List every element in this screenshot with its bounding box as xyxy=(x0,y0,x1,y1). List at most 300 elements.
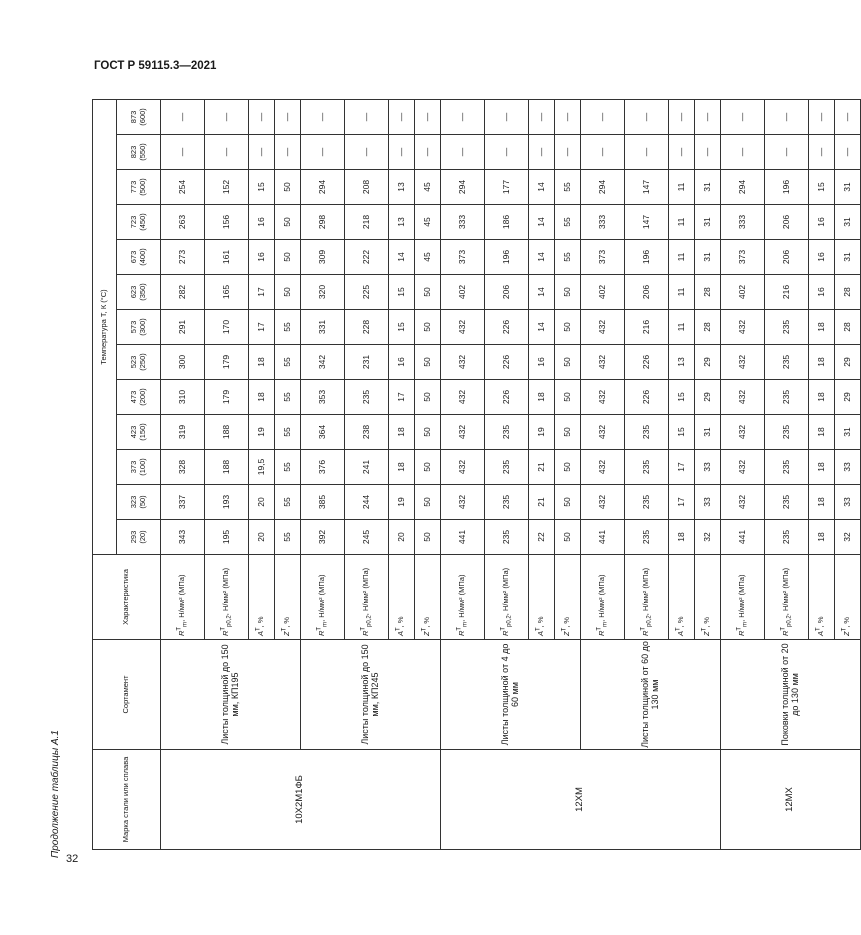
value-cell: 14 xyxy=(529,310,555,345)
value-cell: 50 xyxy=(415,380,441,415)
char-symbol: Z xyxy=(562,631,572,636)
value-cell: 206 xyxy=(765,240,809,275)
value-cell: 402 xyxy=(721,275,765,310)
value-cell: 432 xyxy=(721,345,765,380)
char-symbol: R xyxy=(221,630,231,636)
temp-kelvin: 293 xyxy=(128,530,138,544)
value-cell: 235 xyxy=(625,415,669,450)
value-cell: 45 xyxy=(415,205,441,240)
temperature-col-header xyxy=(117,485,161,520)
value-cell: 13 xyxy=(669,345,695,380)
temp-celsius: (200) xyxy=(137,388,147,406)
temp-kelvin: 573 xyxy=(128,320,138,334)
value-cell: 31 xyxy=(835,415,861,450)
value-cell: 33 xyxy=(835,450,861,485)
char-unit: , % xyxy=(842,616,852,628)
char-superscript: T xyxy=(841,627,848,632)
value-cell: 179 xyxy=(205,345,249,380)
value-cell: 222 xyxy=(345,240,389,275)
temperature-col-header xyxy=(117,415,161,450)
char-superscript: T xyxy=(421,627,428,632)
char-subscript: p0,2 xyxy=(646,615,653,627)
value-cell: 18 xyxy=(809,450,835,485)
value-cell: — xyxy=(835,135,861,170)
value-cell: 31 xyxy=(695,240,721,275)
value-cell: 31 xyxy=(695,205,721,240)
value-cell: — xyxy=(695,99,721,134)
value-cell: 402 xyxy=(581,275,625,310)
value-cell: 55 xyxy=(275,310,301,345)
value-cell: — xyxy=(441,99,485,134)
value-cell: 235 xyxy=(765,485,809,520)
value-cell: 235 xyxy=(625,450,669,485)
temp-celsius: (100) xyxy=(137,458,147,476)
char-unit: , Н/мм² (МПа) xyxy=(641,567,651,616)
temp-celsius: (300) xyxy=(137,318,147,336)
value-cell: 28 xyxy=(695,310,721,345)
value-cell: 33 xyxy=(695,485,721,520)
value-cell: 14 xyxy=(529,205,555,240)
value-cell: 18 xyxy=(809,310,835,345)
char-superscript: T xyxy=(500,626,507,631)
characteristic-cell xyxy=(529,555,555,640)
value-cell: 55 xyxy=(275,520,301,555)
value-cell: — xyxy=(695,135,721,170)
char-superscript: T xyxy=(316,626,323,631)
temp-kelvin: 823 xyxy=(128,145,138,159)
characteristic-column-header: Характеристика xyxy=(93,555,161,640)
value-cell: 147 xyxy=(625,205,669,240)
value-cell: 50 xyxy=(555,345,581,380)
value-cell: 319 xyxy=(161,415,205,450)
value-cell: — xyxy=(765,99,809,134)
characteristic-cell xyxy=(669,555,695,640)
value-cell: 235 xyxy=(625,520,669,555)
value-cell: 15 xyxy=(389,310,415,345)
value-cell: 55 xyxy=(555,205,581,240)
value-cell: 294 xyxy=(441,170,485,205)
value-cell: 235 xyxy=(765,415,809,450)
value-cell: — xyxy=(389,135,415,170)
value-cell: 216 xyxy=(765,275,809,310)
sortament-cell: Поковки толщиной от 20 до 130 мм xyxy=(721,640,861,750)
table-row xyxy=(441,99,485,849)
properties-table xyxy=(92,99,861,850)
temp-celsius: (150) xyxy=(137,423,147,441)
value-cell: 18 xyxy=(809,380,835,415)
value-cell: 17 xyxy=(249,275,275,310)
char-unit: , Н/мм² (МПа) xyxy=(501,567,511,616)
value-cell: 17 xyxy=(249,310,275,345)
temperature-col-header xyxy=(117,135,161,170)
char-symbol: Z xyxy=(842,631,852,636)
char-superscript: T xyxy=(561,627,568,632)
value-cell: 333 xyxy=(441,205,485,240)
characteristic-cell xyxy=(415,555,441,640)
value-cell: 337 xyxy=(161,485,205,520)
value-cell: 18 xyxy=(669,520,695,555)
characteristic-cell xyxy=(721,555,765,640)
value-cell: 50 xyxy=(555,310,581,345)
value-cell: 218 xyxy=(345,205,389,240)
value-cell: 254 xyxy=(161,170,205,205)
temp-kelvin: 723 xyxy=(128,215,138,229)
value-cell: 16 xyxy=(809,240,835,275)
value-cell: — xyxy=(765,135,809,170)
value-cell: 33 xyxy=(695,450,721,485)
value-cell: — xyxy=(275,135,301,170)
value-cell: 432 xyxy=(721,310,765,345)
characteristic-cell xyxy=(835,555,861,640)
temp-kelvin: 523 xyxy=(128,355,138,369)
value-cell: 188 xyxy=(205,450,249,485)
temp-celsius: (20) xyxy=(137,530,147,544)
char-symbol: R xyxy=(597,630,607,636)
value-cell: 11 xyxy=(669,240,695,275)
value-cell: 231 xyxy=(345,345,389,380)
char-unit: , % xyxy=(396,616,406,628)
value-cell: 432 xyxy=(441,415,485,450)
temp-kelvin: 323 xyxy=(128,495,138,509)
char-superscript: T xyxy=(360,626,367,631)
characteristic-cell xyxy=(809,555,835,640)
characteristic-cell xyxy=(275,555,301,640)
value-cell: 235 xyxy=(485,415,529,450)
value-cell: 33 xyxy=(835,485,861,520)
value-cell: 29 xyxy=(835,380,861,415)
value-cell: 45 xyxy=(415,170,441,205)
value-cell: 235 xyxy=(485,485,529,520)
value-cell: 300 xyxy=(161,345,205,380)
value-cell: 373 xyxy=(721,240,765,275)
char-superscript: T xyxy=(701,627,708,632)
value-cell: 50 xyxy=(415,310,441,345)
value-cell: 18 xyxy=(529,380,555,415)
value-cell: 432 xyxy=(581,485,625,520)
char-unit: , Н/мм² (МПа) xyxy=(317,574,327,622)
value-cell: 282 xyxy=(161,275,205,310)
char-superscript: T xyxy=(395,627,402,631)
temp-celsius: (450) xyxy=(137,213,147,231)
value-cell: 235 xyxy=(625,485,669,520)
value-cell: — xyxy=(529,135,555,170)
value-cell: 55 xyxy=(275,450,301,485)
value-cell: — xyxy=(301,135,345,170)
char-subscript: p0,2 xyxy=(226,615,233,627)
value-cell: 263 xyxy=(161,205,205,240)
value-cell: 13 xyxy=(389,170,415,205)
temperature-col-header xyxy=(117,205,161,240)
value-cell: 11 xyxy=(669,205,695,240)
char-subscript: m xyxy=(322,621,329,627)
value-cell: 206 xyxy=(625,275,669,310)
char-unit: , Н/мм² (МПа) xyxy=(781,567,791,616)
char-unit: , Н/мм² (МПа) xyxy=(597,574,607,622)
sortament-cell: Листы толщиной до 150 мм, КП195 xyxy=(161,640,301,750)
value-cell: — xyxy=(721,135,765,170)
char-unit: , Н/мм² (МПа) xyxy=(177,574,187,622)
char-symbol: A xyxy=(256,630,266,636)
value-cell: 29 xyxy=(695,345,721,380)
value-cell: 241 xyxy=(345,450,389,485)
value-cell: 14 xyxy=(529,275,555,310)
value-cell: 320 xyxy=(301,275,345,310)
value-cell: 15 xyxy=(389,275,415,310)
characteristic-cell xyxy=(249,555,275,640)
char-symbol: A xyxy=(396,630,406,636)
char-superscript: T xyxy=(176,626,183,631)
value-cell: 291 xyxy=(161,310,205,345)
value-cell: 226 xyxy=(485,345,529,380)
value-cell: — xyxy=(301,99,345,134)
value-cell: 402 xyxy=(441,275,485,310)
value-cell: 235 xyxy=(485,520,529,555)
value-cell: 196 xyxy=(765,170,809,205)
characteristic-cell xyxy=(695,555,721,640)
char-unit: , Н/мм² (МПа) xyxy=(457,574,467,622)
value-cell: 432 xyxy=(581,345,625,380)
value-cell: 28 xyxy=(835,275,861,310)
temp-kelvin: 673 xyxy=(128,250,138,264)
value-cell: 18 xyxy=(809,345,835,380)
char-superscript: T xyxy=(255,627,262,631)
temp-celsius: (500) xyxy=(137,178,147,196)
value-cell: 152 xyxy=(205,170,249,205)
grade-cell: 12ХМ xyxy=(441,750,721,850)
value-cell: 238 xyxy=(345,415,389,450)
value-cell: — xyxy=(249,99,275,134)
temp-kelvin: 423 xyxy=(128,425,138,439)
temperature-col-header xyxy=(117,310,161,345)
char-symbol: Z xyxy=(702,631,712,636)
value-cell: 17 xyxy=(669,485,695,520)
value-cell: 20 xyxy=(389,520,415,555)
value-cell: 196 xyxy=(625,240,669,275)
value-cell: 441 xyxy=(581,520,625,555)
value-cell: — xyxy=(669,99,695,134)
value-cell: 16 xyxy=(389,345,415,380)
char-symbol: Z xyxy=(282,631,292,636)
char-subscript: m xyxy=(742,621,749,627)
value-cell: 165 xyxy=(205,275,249,310)
char-subscript: m xyxy=(182,621,189,627)
value-cell: 432 xyxy=(581,310,625,345)
char-symbol: A xyxy=(816,630,826,636)
char-symbol: A xyxy=(536,630,546,636)
value-cell: 50 xyxy=(415,345,441,380)
char-superscript: T xyxy=(281,627,288,632)
temperature-col-header xyxy=(117,275,161,310)
value-cell: 19 xyxy=(389,485,415,520)
value-cell: 21 xyxy=(529,485,555,520)
value-cell: — xyxy=(161,135,205,170)
value-cell: 50 xyxy=(555,485,581,520)
value-cell: 55 xyxy=(275,415,301,450)
value-cell: 18 xyxy=(809,485,835,520)
value-cell: — xyxy=(721,99,765,134)
value-cell: 177 xyxy=(485,170,529,205)
value-cell: 19,5 xyxy=(249,450,275,485)
value-cell: 11 xyxy=(669,310,695,345)
char-subscript: m xyxy=(462,621,469,627)
value-cell: 432 xyxy=(721,380,765,415)
value-cell: 14 xyxy=(529,240,555,275)
table-continuation-caption: Продолжение таблицы А.1 xyxy=(50,730,61,858)
characteristic-cell xyxy=(555,555,581,640)
value-cell: 432 xyxy=(721,450,765,485)
value-cell: 32 xyxy=(695,520,721,555)
value-cell: 373 xyxy=(581,240,625,275)
value-cell: 50 xyxy=(415,485,441,520)
characteristic-cell xyxy=(441,555,485,640)
value-cell: 19 xyxy=(529,415,555,450)
value-cell: — xyxy=(389,99,415,134)
value-cell: 55 xyxy=(555,170,581,205)
value-cell: — xyxy=(161,99,205,134)
value-cell: 441 xyxy=(721,520,765,555)
char-superscript: T xyxy=(780,626,787,631)
value-cell: 50 xyxy=(415,450,441,485)
value-cell: — xyxy=(345,99,389,134)
char-symbol: R xyxy=(641,630,651,636)
char-symbol: R xyxy=(457,630,467,636)
char-superscript: T xyxy=(456,626,463,631)
value-cell: 22 xyxy=(529,520,555,555)
characteristic-cell xyxy=(345,555,389,640)
value-cell: 31 xyxy=(835,240,861,275)
value-cell: 14 xyxy=(529,170,555,205)
value-cell: — xyxy=(345,135,389,170)
value-cell: 156 xyxy=(205,205,249,240)
char-superscript: T xyxy=(736,626,743,631)
value-cell: — xyxy=(415,99,441,134)
value-cell: 20 xyxy=(249,520,275,555)
temperature-col-header xyxy=(117,380,161,415)
char-unit: , Н/мм² (МПа) xyxy=(221,567,231,616)
value-cell: 225 xyxy=(345,275,389,310)
table-row xyxy=(721,99,765,849)
table-row xyxy=(581,99,625,849)
char-unit: , % xyxy=(282,616,292,628)
sort-column-header: Сортамент xyxy=(93,640,161,750)
value-cell: 170 xyxy=(205,310,249,345)
char-symbol: R xyxy=(361,630,371,636)
sortament-cell: Листы толщиной от 60 до 130 мм xyxy=(581,640,721,750)
value-cell: 147 xyxy=(625,170,669,205)
temperature-col-header xyxy=(117,99,161,134)
characteristic-cell xyxy=(389,555,415,640)
value-cell: 15 xyxy=(249,170,275,205)
document-header: ГОСТ Р 59115.3—2021 xyxy=(94,60,217,72)
value-cell: 226 xyxy=(625,380,669,415)
temp-celsius: (400) xyxy=(137,248,147,266)
characteristic-cell xyxy=(301,555,345,640)
value-cell: 235 xyxy=(345,380,389,415)
char-symbol: R xyxy=(501,630,511,636)
temp-celsius: (50) xyxy=(137,495,147,509)
value-cell: 392 xyxy=(301,520,345,555)
value-cell: 13 xyxy=(389,205,415,240)
value-cell: 32 xyxy=(835,520,861,555)
value-cell: — xyxy=(415,135,441,170)
value-cell: 353 xyxy=(301,380,345,415)
temperature-col-header xyxy=(117,170,161,205)
value-cell: 364 xyxy=(301,415,345,450)
characteristic-cell xyxy=(625,555,669,640)
temp-celsius: (350) xyxy=(137,283,147,301)
value-cell: 31 xyxy=(695,415,721,450)
grade-cell: 10Х2М1ФБ xyxy=(161,750,441,850)
value-cell: 50 xyxy=(555,415,581,450)
char-unit: , Н/мм² (МПа) xyxy=(361,567,371,616)
value-cell: 206 xyxy=(765,205,809,240)
value-cell: 29 xyxy=(835,345,861,380)
value-cell: 18 xyxy=(389,450,415,485)
char-subscript: p0,2 xyxy=(786,615,793,627)
value-cell: 235 xyxy=(765,380,809,415)
value-cell: 50 xyxy=(555,275,581,310)
value-cell: — xyxy=(669,135,695,170)
value-cell: 16 xyxy=(809,275,835,310)
table-row xyxy=(301,99,345,849)
char-superscript: T xyxy=(675,627,682,631)
value-cell: 186 xyxy=(485,205,529,240)
temp-kelvin: 473 xyxy=(128,390,138,404)
temp-kelvin: 873 xyxy=(128,110,138,124)
value-cell: — xyxy=(809,135,835,170)
char-symbol: A xyxy=(676,630,686,636)
value-cell: 18 xyxy=(249,380,275,415)
characteristic-cell xyxy=(205,555,249,640)
value-cell: 16 xyxy=(529,345,555,380)
value-cell: 235 xyxy=(765,345,809,380)
value-cell: 50 xyxy=(275,240,301,275)
temperature-col-header xyxy=(117,345,161,380)
value-cell: 15 xyxy=(809,170,835,205)
value-cell: 432 xyxy=(441,450,485,485)
value-cell: 294 xyxy=(301,170,345,205)
temp-kelvin: 773 xyxy=(128,180,138,194)
char-superscript: T xyxy=(535,627,542,631)
char-superscript: T xyxy=(815,627,822,631)
char-unit: , % xyxy=(422,616,432,628)
value-cell: 432 xyxy=(581,415,625,450)
characteristic-cell xyxy=(581,555,625,640)
char-symbol: R xyxy=(177,630,187,636)
temp-kelvin: 623 xyxy=(128,285,138,299)
value-cell: 31 xyxy=(695,170,721,205)
value-cell: — xyxy=(835,99,861,134)
value-cell: 50 xyxy=(415,520,441,555)
value-cell: 28 xyxy=(835,310,861,345)
temperature-col-header xyxy=(117,520,161,555)
char-subscript: p0,2 xyxy=(366,615,373,627)
value-cell: — xyxy=(249,135,275,170)
char-symbol: R xyxy=(781,630,791,636)
temp-celsius: (550) xyxy=(137,143,147,161)
value-cell: 309 xyxy=(301,240,345,275)
value-cell: 216 xyxy=(625,310,669,345)
value-cell: 55 xyxy=(275,485,301,520)
characteristic-cell xyxy=(485,555,529,640)
value-cell: — xyxy=(809,99,835,134)
value-cell: 226 xyxy=(625,345,669,380)
value-cell: 18 xyxy=(249,345,275,380)
value-cell: 50 xyxy=(275,275,301,310)
value-cell: 16 xyxy=(249,205,275,240)
value-cell: 373 xyxy=(441,240,485,275)
value-cell: 50 xyxy=(275,170,301,205)
